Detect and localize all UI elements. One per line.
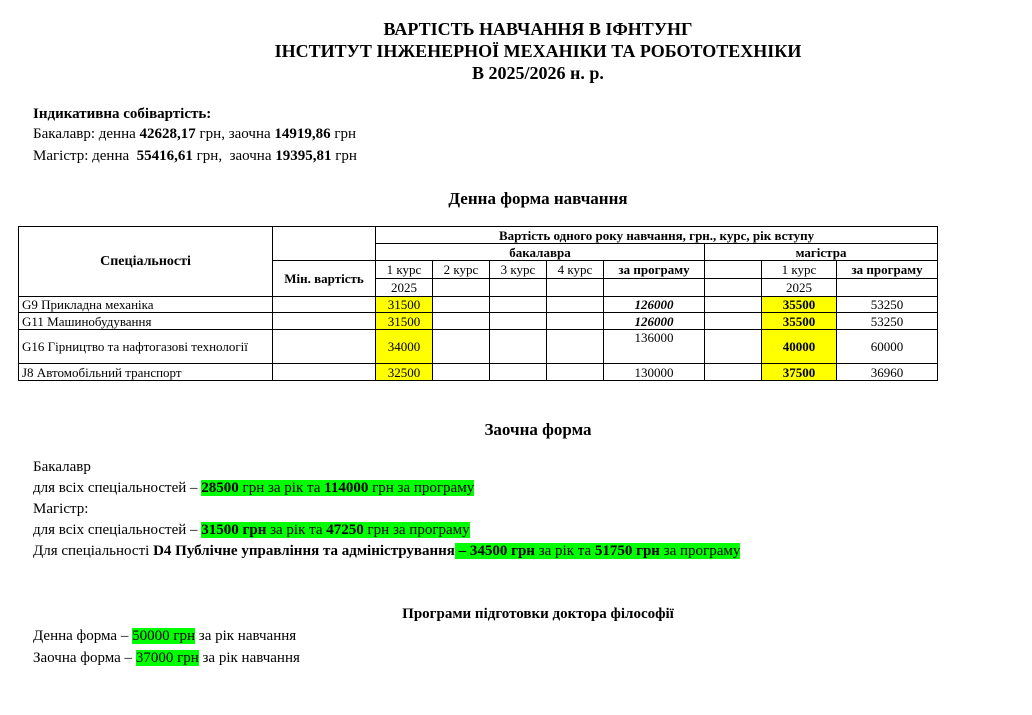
title-line-3: В 2025/2026 н. р. xyxy=(472,63,604,83)
indicative-master: Магістр: денна 55416,61 грн, заочна 19395,81 грн xyxy=(33,148,357,164)
master-program-fee: 36960 xyxy=(837,364,938,381)
master-program-fee: 53250 xyxy=(837,297,938,313)
bachelor-1-course-fee: 31500 xyxy=(376,313,433,330)
extramural-bachelor-program-fee: 114000 xyxy=(324,480,369,496)
extramural-bachelor-year-fee: 28500 xyxy=(201,480,239,496)
row-name: G9 Прикладна механіка xyxy=(19,297,273,313)
master-day-cost: 55416,61 xyxy=(136,148,193,164)
bachelor-course-4: 4 курс xyxy=(547,261,604,279)
d4-specialty: D4 Публічне управління та адміністрування xyxy=(153,543,455,559)
phd-heading: Програми підготовки доктора філософії xyxy=(402,606,674,622)
extramural-bachelor-label: Бакалавр xyxy=(33,459,91,475)
phd-extramural-line: Заочна форма – 37000 грн за рік навчання xyxy=(33,650,300,666)
phd-day-line: Денна форма – 50000 грн за рік навчання xyxy=(33,628,297,644)
bachelor-program-fee: 126000 xyxy=(604,313,705,330)
master-1-course-fee: 35500 xyxy=(762,313,837,330)
bachelor-program-fee: 130000 xyxy=(604,364,705,381)
bachelor-course-2: 2 курс xyxy=(433,261,490,279)
bachelor-program-fee: 126000 xyxy=(604,297,705,313)
table-row xyxy=(19,313,938,330)
master-per-program: за програму xyxy=(837,261,938,279)
row-name: G16 Гірництво та нафтогазові технології xyxy=(19,330,273,364)
master-program-fee: 53250 xyxy=(837,313,938,330)
bachelor-course-3: 3 курс xyxy=(490,261,547,279)
master-header: магістра xyxy=(705,244,938,261)
indicative-heading: Індикативна собівартість: xyxy=(33,106,212,122)
specialties-header: Спеціальності xyxy=(19,227,273,297)
bachelor-1-course-fee: 31500 xyxy=(376,297,433,313)
master-year: 2025 xyxy=(762,279,837,297)
d4-program-fee: 51750 грн xyxy=(594,543,660,559)
title-line-1: ВАРТІСТЬ НАВЧАННЯ В ІФНТУНГ xyxy=(383,19,693,39)
extramural-d4-line: Для спеціальності D4 Публічне управління та адміністрування – 34500 грн за рік та 51750 грн за програму xyxy=(33,543,741,559)
day-form-fee-table xyxy=(18,226,938,381)
extramural-master-program-fee: 47250 xyxy=(326,522,364,538)
extramural-master-year-fee: 31500 грн xyxy=(201,522,267,538)
extramural-heading: Заочна форма xyxy=(484,420,592,439)
master-1-course-fee: 37500 xyxy=(762,364,837,381)
min-cost-header: Мін. вартість xyxy=(273,261,376,297)
indicative-bachelor: Бакалавр: денна 42628,17 грн, заочна 14919,86 грн xyxy=(33,126,357,142)
bachelor-year: 2025 xyxy=(376,279,433,297)
phd-day-fee: 50000 грн xyxy=(132,628,196,644)
bachelor-extramural-cost: 14919,86 xyxy=(274,126,331,142)
master-extramural-cost: 19395,81 xyxy=(275,148,332,164)
extramural-bachelor-line: для всіх спеціальностей – 28500 грн за рік та 114000 грн за програму xyxy=(33,480,475,496)
row-name: J8 Автомобільний транспорт xyxy=(19,364,273,381)
table-row xyxy=(19,330,938,364)
master-1-course-fee: 40000 xyxy=(762,330,837,364)
table-row xyxy=(19,364,938,381)
cost-header: Вартість одного року навчання, грн., курс, рік вступу xyxy=(376,227,938,244)
bachelor-course-1: 1 курс xyxy=(376,261,433,279)
title-line-2: ІНСТИТУТ ІНЖЕНЕРНОЇ МЕХАНІКИ ТА РОБОТОТЕХНІКИ xyxy=(274,41,802,61)
d4-year-fee: 34500 грн xyxy=(469,543,535,559)
table-row xyxy=(19,297,938,313)
master-course-1: 1 курс xyxy=(762,261,837,279)
extramural-master-label: Магістр: xyxy=(33,501,89,517)
day-form-heading: Денна форма навчання xyxy=(448,189,628,208)
bachelor-per-program: за програму xyxy=(604,261,705,279)
master-program-fee: 60000 xyxy=(837,330,938,364)
bachelor-day-cost: 42628,17 xyxy=(139,126,196,142)
bachelor-1-course-fee: 32500 xyxy=(376,364,433,381)
master-1-course-fee: 35500 xyxy=(762,297,837,313)
row-name: G11 Машинобудування xyxy=(19,313,273,330)
bachelor-1-course-fee: 34000 xyxy=(376,330,433,364)
phd-extramural-fee: 37000 грн xyxy=(135,650,199,666)
bachelor-program-fee: 136000 xyxy=(604,330,705,364)
bachelor-header: бакалавра xyxy=(376,244,705,261)
extramural-master-line: для всіх спеціальностей – 31500 грн за рік та 47250 грн за програму xyxy=(33,522,470,538)
